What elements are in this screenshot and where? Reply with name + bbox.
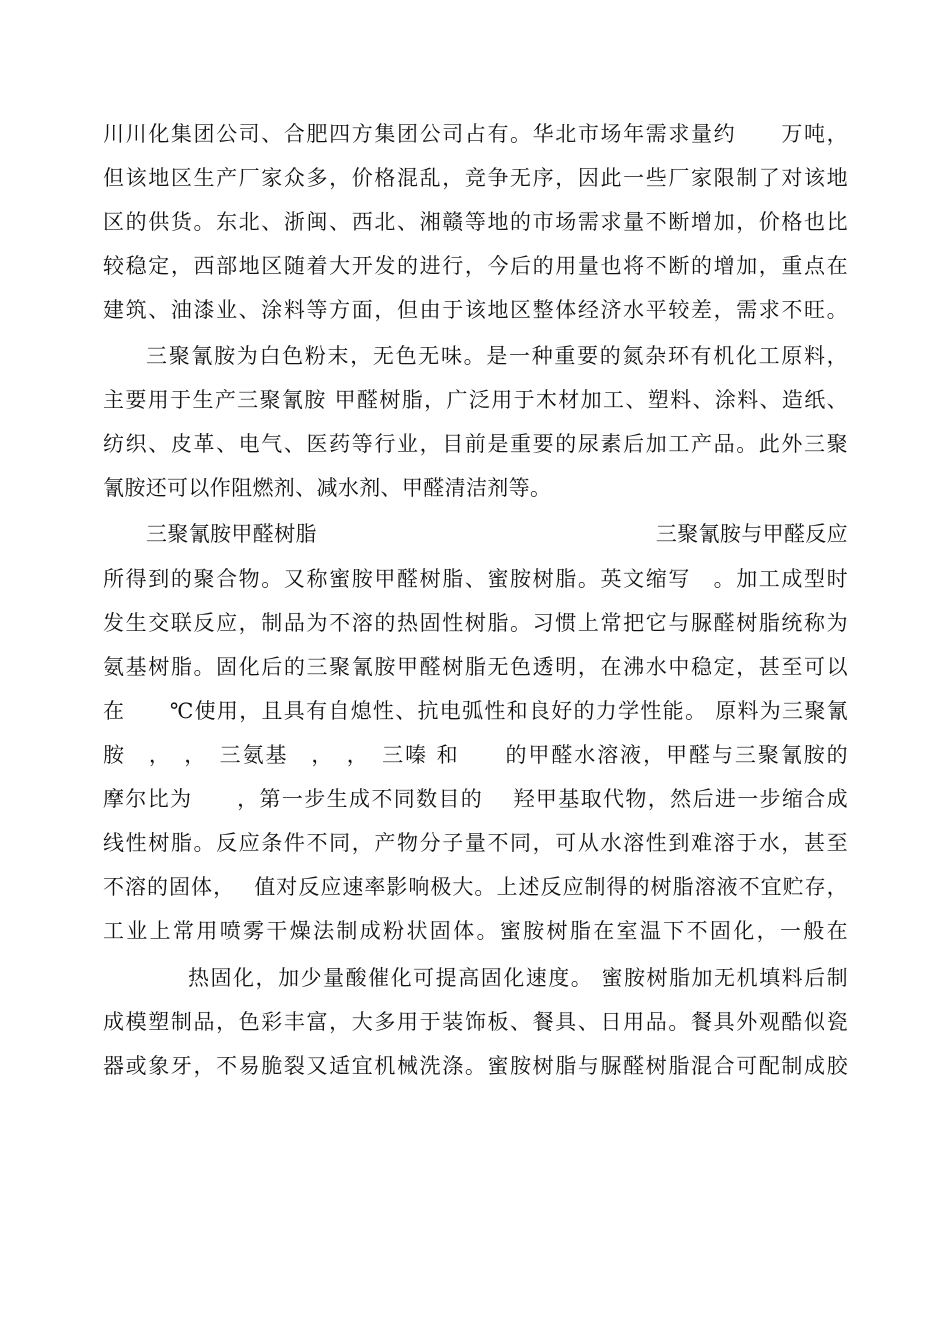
text-line: 纺织、皮革、电气、医药等行业，目前是重要的尿素后加工产品。此外三聚 bbox=[103, 432, 848, 456]
text-line: 摩尔比为 ，第一步生成不同数目的 羟甲基取代物，然后进一步缩合成 bbox=[103, 787, 848, 811]
text-line: 但该地区生产厂家众多，价格混乱，竞争无序，因此一些厂家限制了对该地 bbox=[103, 166, 848, 190]
text-line: 不溶的固体， 值对反应速率影响极大。上述反应制得的树脂溶液不宜贮存， bbox=[103, 875, 848, 899]
section-heading-continuation: 三聚氰胺与甲醛反应 bbox=[655, 522, 848, 546]
section-heading-line bbox=[146, 518, 848, 550]
section-heading: 三聚氰胺甲醛树脂 bbox=[146, 522, 317, 546]
text-line: 工业上常用喷雾干燥法制成粉状固体。蜜胺树脂在室温下不固化，一般在 bbox=[103, 919, 848, 943]
text-line: 在 ℃使用，且具有自熄性、抗电弧性和良好的力学性能。 原料为三聚氰 bbox=[103, 699, 848, 723]
text-line: 建筑、油漆业、涂料等方面，但由于该地区整体经济水平较差，需求不旺。 bbox=[103, 298, 848, 322]
text-line: 所得到的聚合物。又称蜜胺甲醛树脂、蜜胺树脂。英文缩写 。加工成型时 bbox=[103, 567, 848, 591]
text-line: 较稳定，西部地区随着大开发的进行，今后的用量也将不断的增加，重点在 bbox=[103, 254, 848, 278]
text-line: 区的供货。东北、浙闽、西北、湘赣等地的市场需求量不断增加，价格也比 bbox=[103, 210, 848, 234]
text-line: 发生交联反应，制品为不溶的热固性树脂。习惯上常把它与脲醛树脂统称为 bbox=[103, 611, 848, 635]
text-line: 线性树脂。反应条件不同，产物分子量不同，可从水溶性到难溶于水，甚至 bbox=[103, 831, 848, 855]
text-line: 川川化集团公司、合肥四方集团公司占有。华北市场年需求量约 万吨， bbox=[103, 122, 848, 146]
text-line: 胺 ， ， 三氨基 ， ， 三嗪 和 的甲醛水溶液，甲醛与三聚氰胺的 bbox=[103, 743, 848, 767]
text-line: 三聚氰胺为白色粉末，无色无味。是一种重要的氮杂环有机化工原料， bbox=[146, 344, 848, 368]
text-line: 氨基树脂。固化后的三聚氰胺甲醛树脂无色透明，在沸水中稳定，甚至可以 bbox=[103, 655, 848, 679]
text-line: 热固化，加少量酸催化可提高固化速度。 蜜胺树脂加无机填料后制 bbox=[188, 966, 848, 990]
text-line: 器或象牙，不易脆裂又适宜机械洗涤。蜜胺树脂与脲醛树脂混合可配制成胶 bbox=[103, 1054, 848, 1078]
text-line: 主要用于生产三聚氰胺 甲醛树脂，广泛用于木材加工、塑料、涂料、造纸、 bbox=[103, 388, 848, 412]
text-line: 氰胺还可以作阻燃剂、减水剂、甲醛清洁剂等。 bbox=[103, 476, 552, 500]
text-line: 成模塑制品，色彩丰富，大多用于装饰板、餐具、日用品。餐具外观酷似瓷 bbox=[103, 1010, 848, 1034]
